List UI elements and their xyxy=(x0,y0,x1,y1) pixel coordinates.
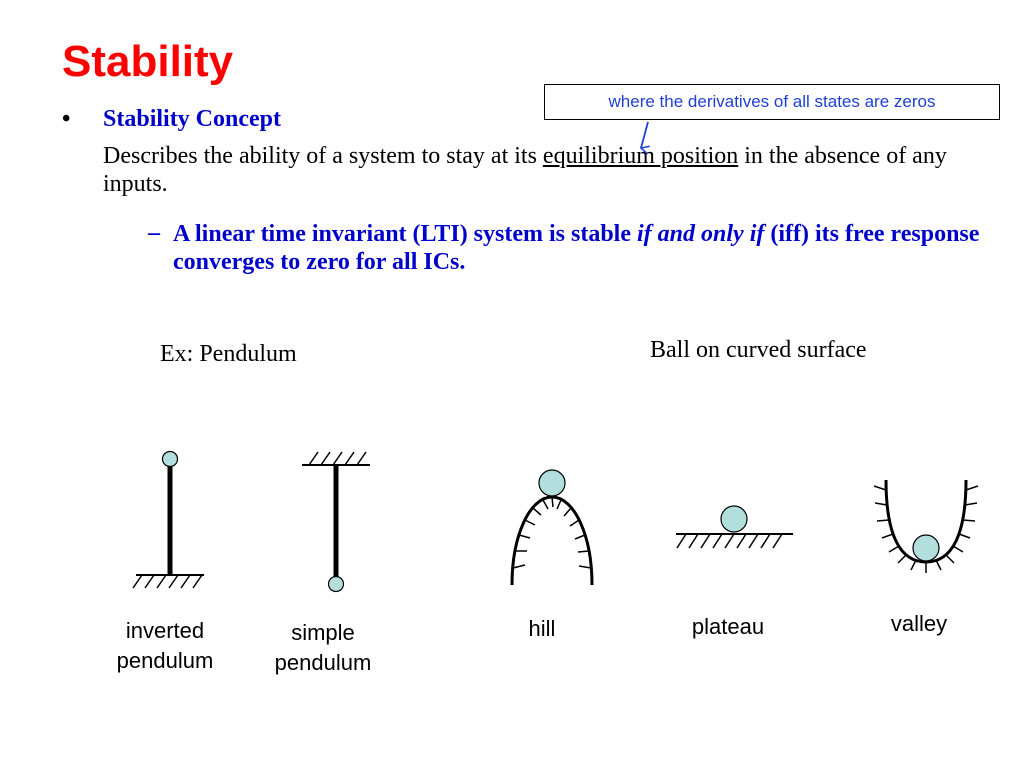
equilibrium-position-term: equilibrium position xyxy=(542,143,739,169)
lti-text-after: (iff) its free response converges to zero for all ICs. xyxy=(173,221,980,275)
callout-box: where the derivatives of all states are zeros xyxy=(544,84,1000,120)
lti-text-before: A linear time invariant (LTI) system is stable xyxy=(173,221,638,247)
pendulum-bob xyxy=(163,452,178,467)
lti-emphasis: if and only if xyxy=(637,221,765,247)
caption-simple-pendulum xyxy=(258,618,388,678)
ball xyxy=(913,535,939,561)
ball-example-label: Ball on curved surface xyxy=(650,337,867,363)
caption-hill: hill xyxy=(528,616,556,641)
callout-arrow xyxy=(641,122,648,148)
ball xyxy=(721,506,747,532)
caption-line: pendulum xyxy=(116,648,214,673)
concept-heading: Stability Concept xyxy=(103,106,282,132)
sub-bullet-marker: – xyxy=(148,220,160,246)
caption-plateau: plateau xyxy=(691,614,765,639)
inverted-pendulum-figure xyxy=(133,452,204,589)
pendulum-example-label: Ex: Pendulum xyxy=(160,341,297,367)
caption-line: pendulum xyxy=(274,650,372,675)
simple-pendulum-figure xyxy=(302,452,370,592)
caption-inverted-pendulum xyxy=(100,616,230,676)
valley-figure xyxy=(874,480,978,573)
plateau-figure xyxy=(676,506,793,548)
slide-title: Stability xyxy=(62,37,234,86)
caption-line: inverted xyxy=(125,618,205,643)
caption-valley: valley xyxy=(890,611,948,636)
pendulum-bob xyxy=(329,577,344,592)
desc-text-after: in the absence of any inputs. xyxy=(103,143,947,197)
caption-line: simple xyxy=(291,620,355,645)
ball xyxy=(539,470,565,496)
bullet-marker: • xyxy=(62,106,71,132)
hill-figure xyxy=(512,470,592,585)
desc-text-before: Describes the ability of a system to stay at its xyxy=(103,143,543,169)
